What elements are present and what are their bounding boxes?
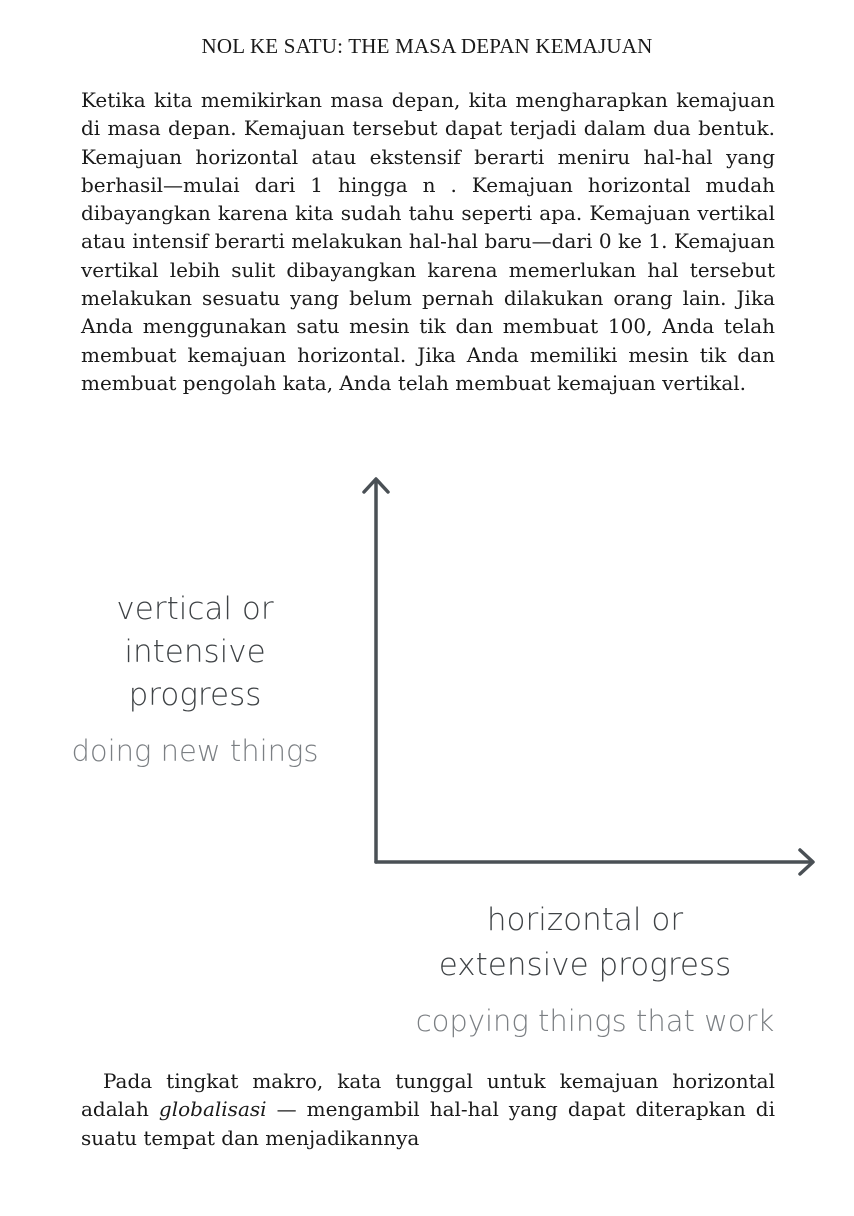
horizontal-label-line: horizontal or	[486, 902, 684, 938]
running-header: NOL KE SATU: THE MASA DEPAN KEMAJUAN	[201, 34, 653, 58]
horizontal-axis-sublabel: copying things that work	[415, 1004, 775, 1038]
progress-axes-figure	[0, 470, 854, 1050]
horizontal-axis-label	[420, 898, 750, 988]
horizontal-label-line: extensive progress	[438, 947, 732, 983]
paragraph-2-text-after: — mengambil hal-hal yang dapat diterapkan di suatu tempat dan menjadikannya	[81, 1097, 775, 1150]
vertical-axis-label	[60, 588, 330, 717]
paragraph-2-text-before: Pada tingkat makro, kata tunggal untuk kemajuan horizontal adalah	[81, 1069, 775, 1122]
vertical-label-line: intensive	[124, 634, 266, 670]
vertical-label-line: progress	[128, 677, 262, 713]
vertical-axis-sublabel: doing new things	[71, 734, 319, 768]
body-paragraph-1: Ketika kita memikirkan masa depan, kita mengharapkan kemajuan di masa depan. Kemajuan tersebut dapat terjadi dalam dua bentuk. Kemajuan horizontal atau ekstensif berarti meniru hal-hal yang berhasil—mulai dari 1 hingga n . Kemajuan horizontal mudah dibayangkan karena kita sudah tahu seperti apa. Kemajuan vertikal atau intensif berarti melakukan hal-hal baru—dari 0 ke 1. Kemajuan vertikal lebih sulit dibayangkan karena memerlukan hal tersebut melakukan sesuatu yang belum pernah dilakukan orang lain. Jika Anda menggunakan satu mesin tik dan membuat 100, Anda telah membuat kemajuan horizontal. Jika Anda memiliki mesin tik dan membuat pengolah kata, Anda telah membuat kemajuan vertikal.	[81, 88, 775, 395]
emphasized-term: globalisasi	[158, 1097, 267, 1122]
vertical-label-line: vertical or	[116, 591, 274, 627]
body-paragraph-2	[81, 1067, 775, 1152]
